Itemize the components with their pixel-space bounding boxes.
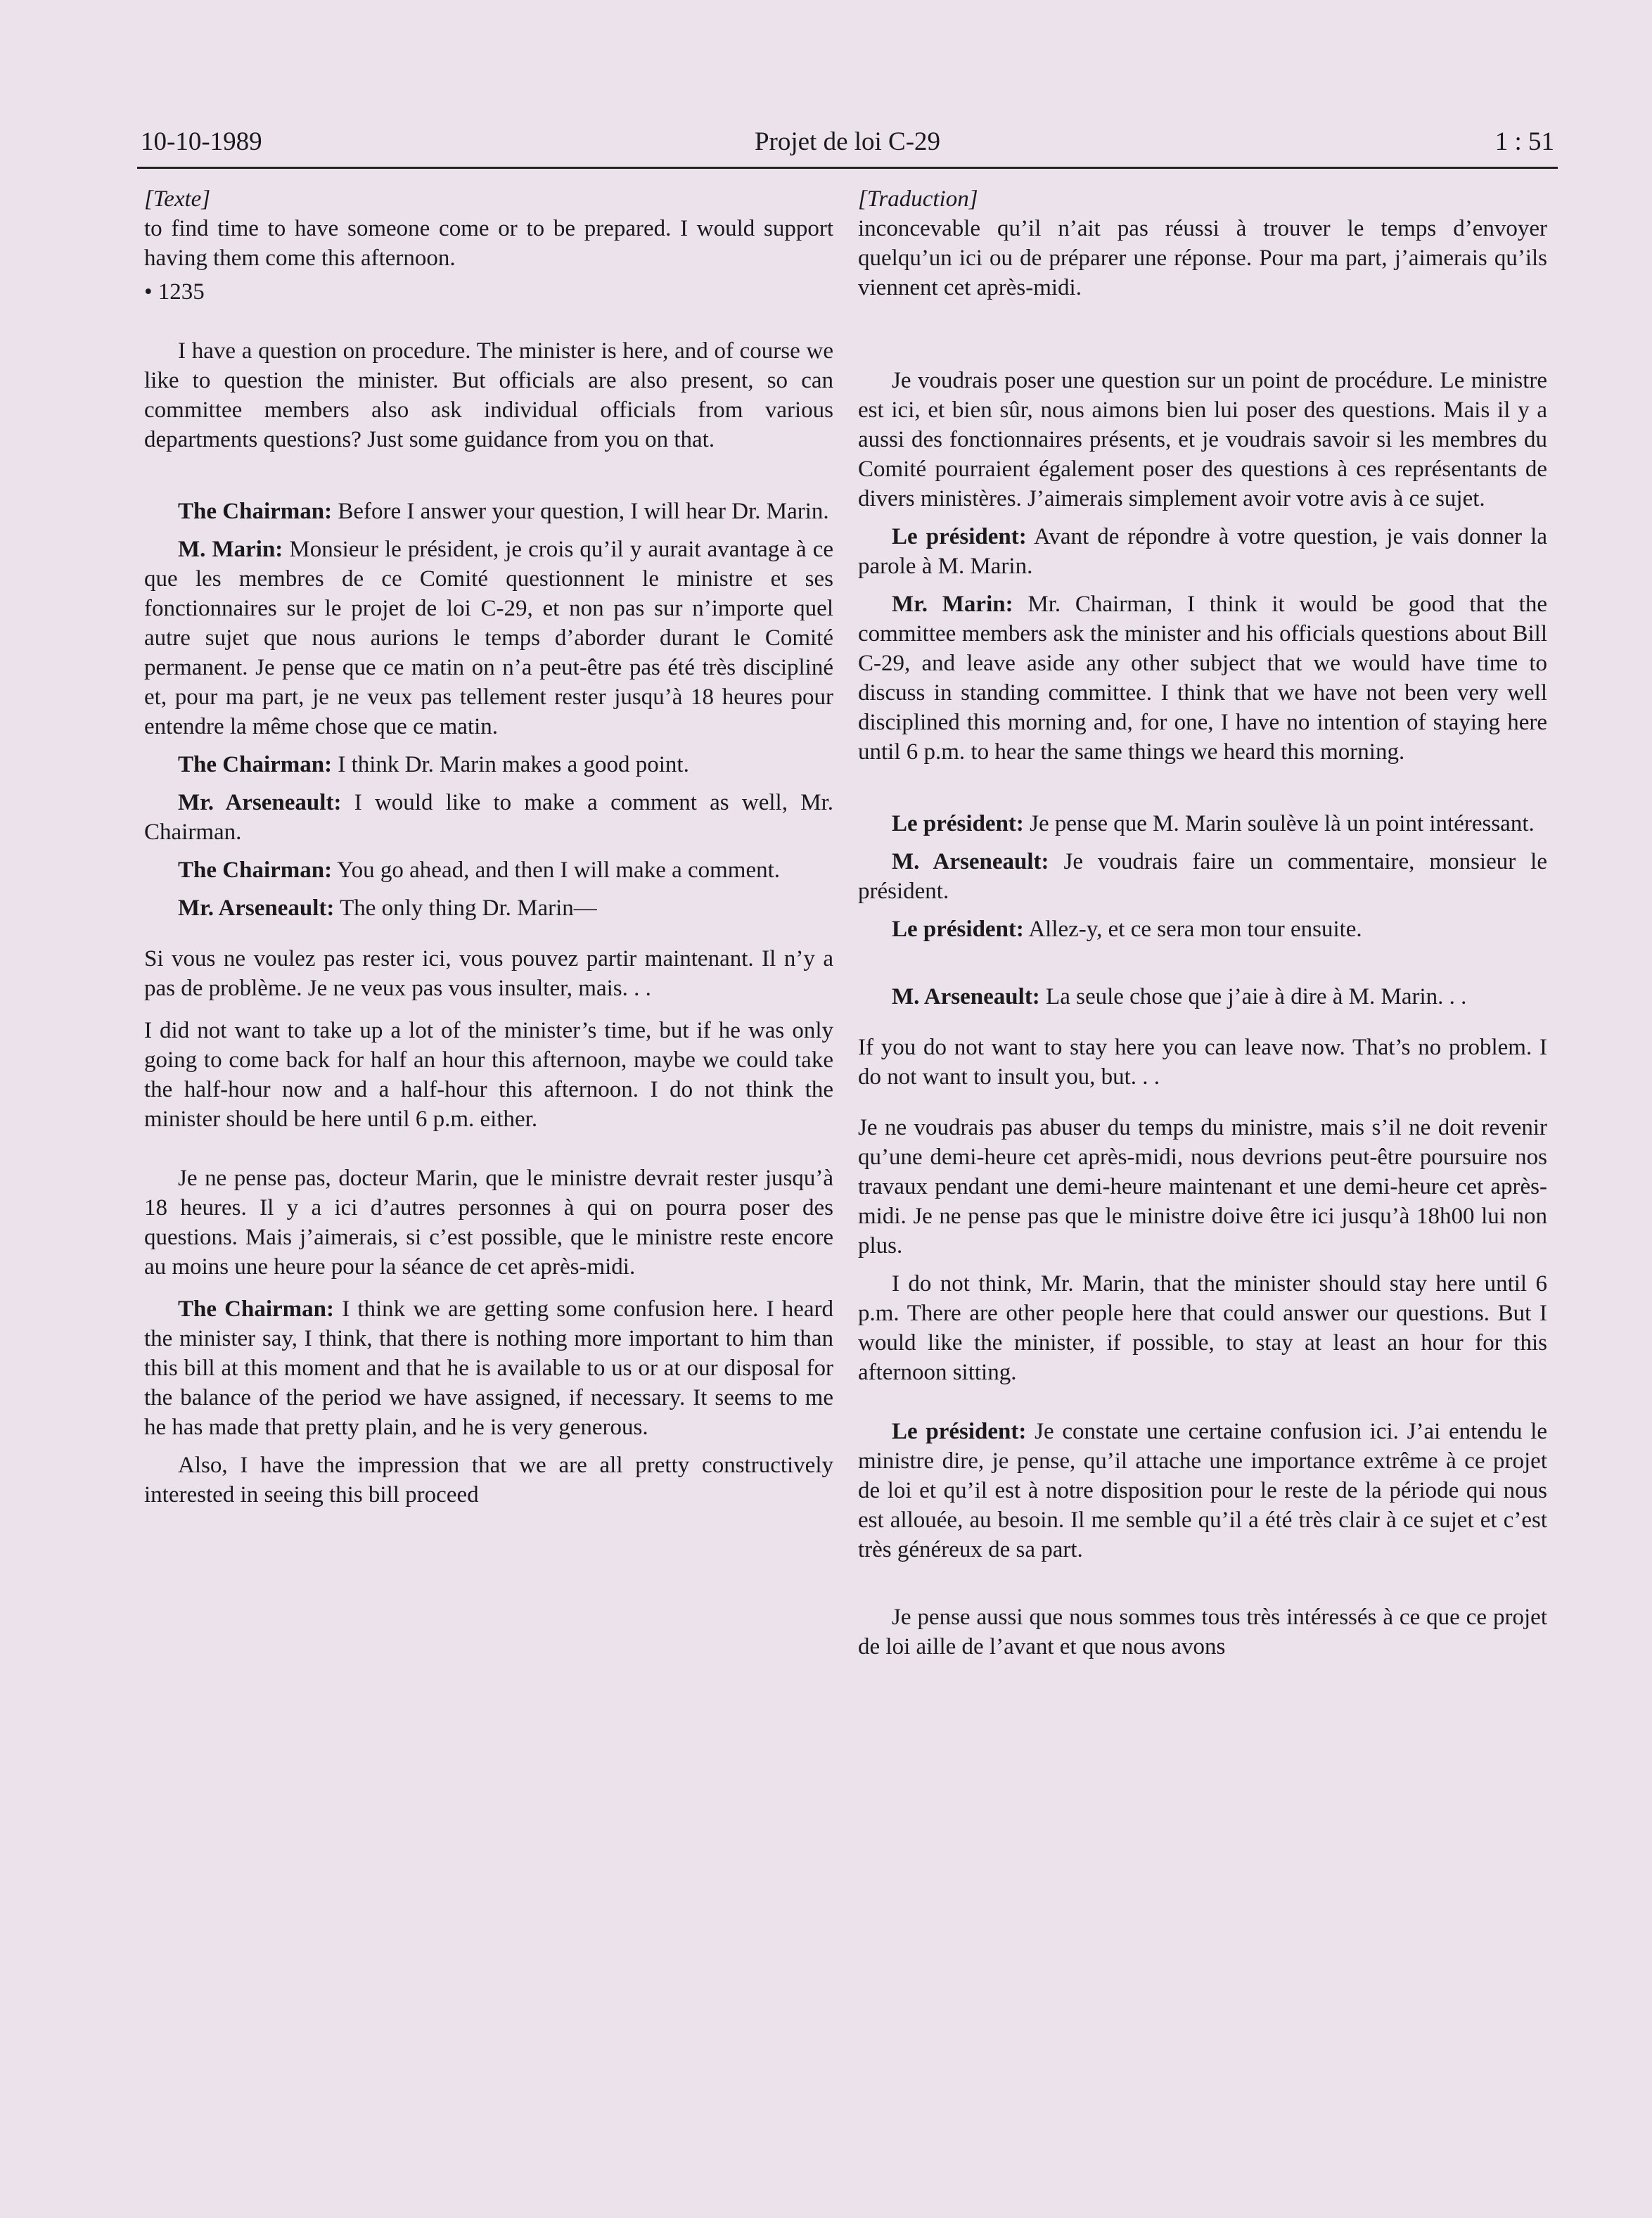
right-column — [858, 184, 1547, 1662]
paragraph — [858, 1417, 1547, 1564]
speaker-name: Mr. Arseneault: — [178, 790, 342, 815]
paragraph: I have a question on procedure. The minister is here, and of course we like to question the minister. But officials are also present, so can committee members also ask individual officials from various departments questions? Just some guidance from you on that. — [144, 338, 833, 452]
speech-text: Allez-y, et ce sera mon tour ensuite. — [1028, 917, 1362, 942]
paragraph — [858, 522, 1547, 581]
paragraph — [144, 788, 833, 847]
language-tag: [Texte] — [144, 186, 211, 212]
speech-text: I would like to make a comment as well, Mr. Chairman. — [144, 790, 834, 845]
paragraph: Je ne pense pas, docteur Marin, que le ministre devrait rester jusqu’à 18 heures. Il y a ici d’autres personnes à qui on pourra poser des questions. Mais j’aimerais, si c’est possible, que le ministre reste encore au moins une heure pour la séance de cet après-midi. — [144, 1166, 833, 1280]
speech-text: Je pense que M. Marin soulève là un point intéressant. — [1030, 811, 1535, 836]
speech-text: Mr. Chairman, I think it would be good that the committee members ask the minister and his officials questions about Bill C-29, and leave aside any other subject that we would have time to discuss in standing committee. I think that we have not been very well disciplined this morning and, for one, I have no intention of staying here until 6 p.m. to hear the same things we heard this morning. — [858, 592, 1547, 765]
paragraph: Also, I have the impression that we are all pretty constructively interested in seeing this bill proceed — [144, 1453, 833, 1508]
header-page-number: 1 : 51 — [1494, 127, 1554, 156]
timestamp: • 1235 — [144, 279, 205, 305]
speech-text: You go ahead, and then I will make a comment. — [337, 858, 781, 883]
paragraph — [858, 914, 1547, 944]
paragraph — [144, 855, 833, 885]
header-date: 10-10-1989 — [141, 127, 262, 156]
paragraph: If you do not want to stay here you can leave now. That’s no problem. I do not want to insult you, but. . . — [858, 1035, 1547, 1090]
speaker-name: Mr. Arseneault: — [178, 896, 335, 921]
speaker-name: Le président: — [892, 917, 1024, 942]
speaker-name: The Chairman: — [178, 499, 333, 524]
paragraph: I do not think, Mr. Marin, that the minister should stay here until 6 p.m. There are other people here that could answer our questions. But I would like the minister, if possible, to stay at least an hour for this afternoon sitting. — [858, 1271, 1547, 1385]
speaker-name: Le président: — [892, 524, 1027, 549]
paragraph: Je ne voudrais pas abuser du temps du ministre, mais s’il ne doit revenir qu’une demi-heure cet après-midi, nous devrions peut-être poursuire nos travaux pendant une demi-heure maintenant et une demi-heure cet après-midi. Je ne pense pas que le ministre doive être ici jusqu’à 18h00 lui non plus. — [858, 1115, 1547, 1258]
left-column — [144, 184, 833, 1510]
speech-text: Je constate une certaine confusion ici. J’ai entendu le ministre dire, je pense, qu’il attache une importance extrême à ce projet de loi et qu’il est à notre disposition pour le reste de la période qui nous est allouée, au besoin. Il me semble qu’il a été très clair à ce sujet et c’est très généreux de sa part. — [858, 1419, 1548, 1562]
paragraph: inconcevable qu’il n’ait pas réussi à trouver le temps d’envoyer quelqu’un ici ou de préparer une réponse. Pour ma part, j’aimerais qu’ils viennent cet après-midi. — [858, 216, 1547, 300]
language-tag: [Traduction] — [858, 186, 978, 212]
paragraph: to find time to have someone come or to be prepared. I would support having them come this afternoon. — [144, 216, 833, 271]
speaker-name: Le président: — [892, 811, 1024, 836]
paragraph — [858, 589, 1547, 767]
page-header — [141, 127, 1554, 169]
speaker-name: Mr. Marin: — [892, 592, 1013, 617]
paragraph: Je voudrais poser une question sur un point de procédure. Le ministre est ici, et bien sûr, nous aimons bien lui poser des questions. Mais il y a aussi des fonctionnaires présents, et je voudrais savoir si les membres du Comité pourraient également poser des questions à ces représentants de divers ministères. J’aimerais simplement avoir votre avis à ce sujet. — [858, 368, 1547, 511]
paragraph — [858, 982, 1547, 1012]
paragraph — [858, 847, 1547, 906]
speech-text: Avant de répondre à votre question, je vais donner la parole à M. Marin. — [858, 524, 1547, 579]
speech-text: Before I answer your question, I will hear Dr. Marin. — [338, 499, 829, 524]
speaker-name: The Chairman: — [178, 858, 333, 883]
speaker-name: The Chairman: — [178, 1296, 335, 1322]
paragraph — [144, 1294, 833, 1442]
speech-text: La seule chose que j’aie à dire à M. Marin. . . — [1046, 984, 1467, 1009]
speech-text: I think we are getting some confusion here. I heard the minister say, I think, that there is nothing more important to him than this bill at this moment and that he is available to us or at our disposal for the balance of the period we have assigned, if necessary. It seems to me he has made that pretty plain, and he is very generous. — [144, 1296, 834, 1440]
speaker-name: M. Marin: — [178, 537, 283, 562]
speaker-name: Le président: — [892, 1419, 1027, 1444]
paragraph: I did not want to take up a lot of the minister’s time, but if he was only going to come back for half an hour this afternoon, maybe we could take the half-hour now and a half-hour this afternoon. I do not think the minister should be here until 6 p.m. either. — [144, 1018, 833, 1132]
speaker-name: M. Arseneault: — [892, 984, 1040, 1009]
header-title: Projet de loi C-29 — [754, 127, 941, 156]
speech-text: Monsieur le président, je crois qu’il y aurait avantage à ce que les membres de ce Comité questionnent le ministre et ses fonctionnaires sur le projet de loi C-29, et non pas sur n’importe quel autre sujet que nous aurions le temps d’aborder durant le Comité permanent. Je pense que ce matin on n’a peut-être pas été très discipliné et, pour ma part, je ne veux pas tellement rester jusqu’à 18 heures pour entendre la même chose que ce matin. — [144, 537, 834, 739]
paragraph: Si vous ne voulez pas rester ici, vous pouvez partir maintenant. Il n’y a pas de problème. Je ne veux pas vous insulter, mais. . . — [144, 946, 833, 1001]
header-rule — [137, 167, 1558, 169]
speaker-name: The Chairman: — [178, 752, 333, 777]
speaker-name: M. Arseneault: — [892, 849, 1049, 874]
paragraph — [144, 497, 833, 526]
paragraph — [144, 893, 833, 923]
speech-text: I think Dr. Marin makes a good point. — [338, 752, 689, 777]
speech-text: Je voudrais faire un commentaire, monsieur le président. — [858, 849, 1547, 904]
paragraph: Je pense aussi que nous sommes tous très intéressés à ce que ce projet de loi aille de l’avant et que nous avons — [858, 1605, 1547, 1659]
paragraph — [144, 535, 833, 741]
paragraph — [858, 809, 1547, 839]
speech-text: The only thing Dr. Marin— — [340, 896, 597, 921]
paragraph — [144, 750, 833, 779]
